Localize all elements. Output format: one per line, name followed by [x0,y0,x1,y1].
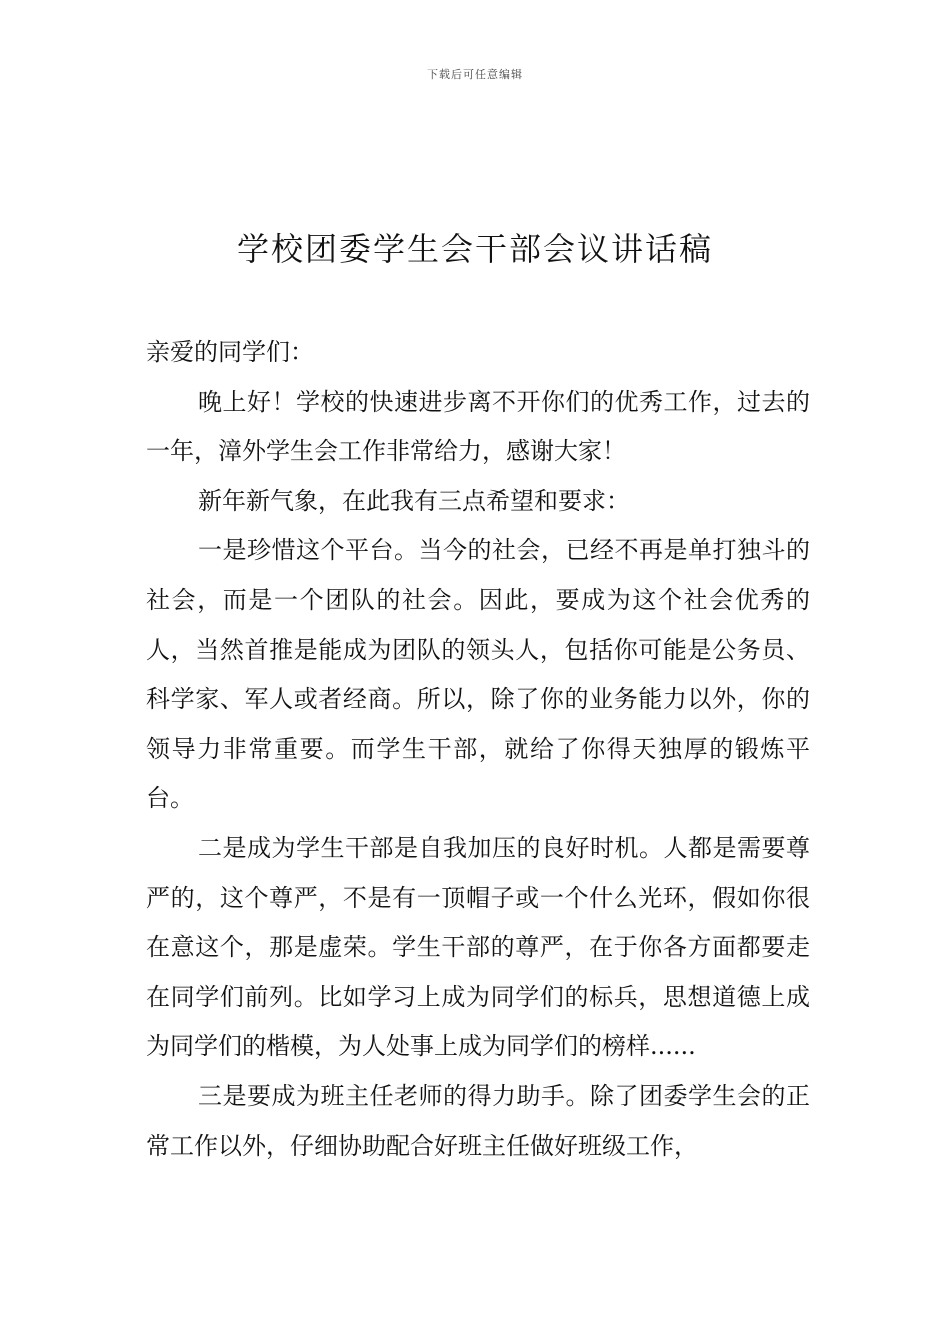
speech-body [146,328,810,1171]
document-title: 学校团委学生会干部会议讲话稿 [236,230,713,268]
paragraph-greeting: 晚上好！学校的快速进步离不开你们的优秀工作，过去的一年，漳外学生会工作非常给力，感谢大家！ [146,387,810,466]
paragraph-point-three: 三是要成为班主任老师的得力助手。除了团委学生会的正常工作以外，仔细协助配合好班主任做好班级工作， [146,1081,810,1160]
paragraph-point-two: 二是成为学生干部是自我加压的良好时机。人都是需要尊严的，这个尊严，不是有一顶帽子或一个什么光环，假如你很在意这个，那是虚荣。学生干部的尊严，在于你各方面都要走在同学们前列。比如学习上成为同学们的标兵，思想道德上成为同学们的楷模，为人处事上成为同学们的榜样...... [146,833,810,1061]
header-note: 下载后可任意编辑 [427,68,523,81]
paragraph-point-one: 一是珍惜这个平台。当今的社会，已经不再是单打独斗的社会，而是一个团队的社会。因此，要成为这个社会优秀的人，当然首推是能成为团队的领头人，包括你可能是公务员、科学家、军人或者经商。所以，除了你的业务能力以外，你的领导力非常重要。而学生干部，就给了你得天独厚的锻炼平台。 [146,536,810,813]
paragraph-intro: 新年新气象，在此我有三点希望和要求： [198,486,630,515]
salutation: 亲爱的同学们： [146,338,314,366]
